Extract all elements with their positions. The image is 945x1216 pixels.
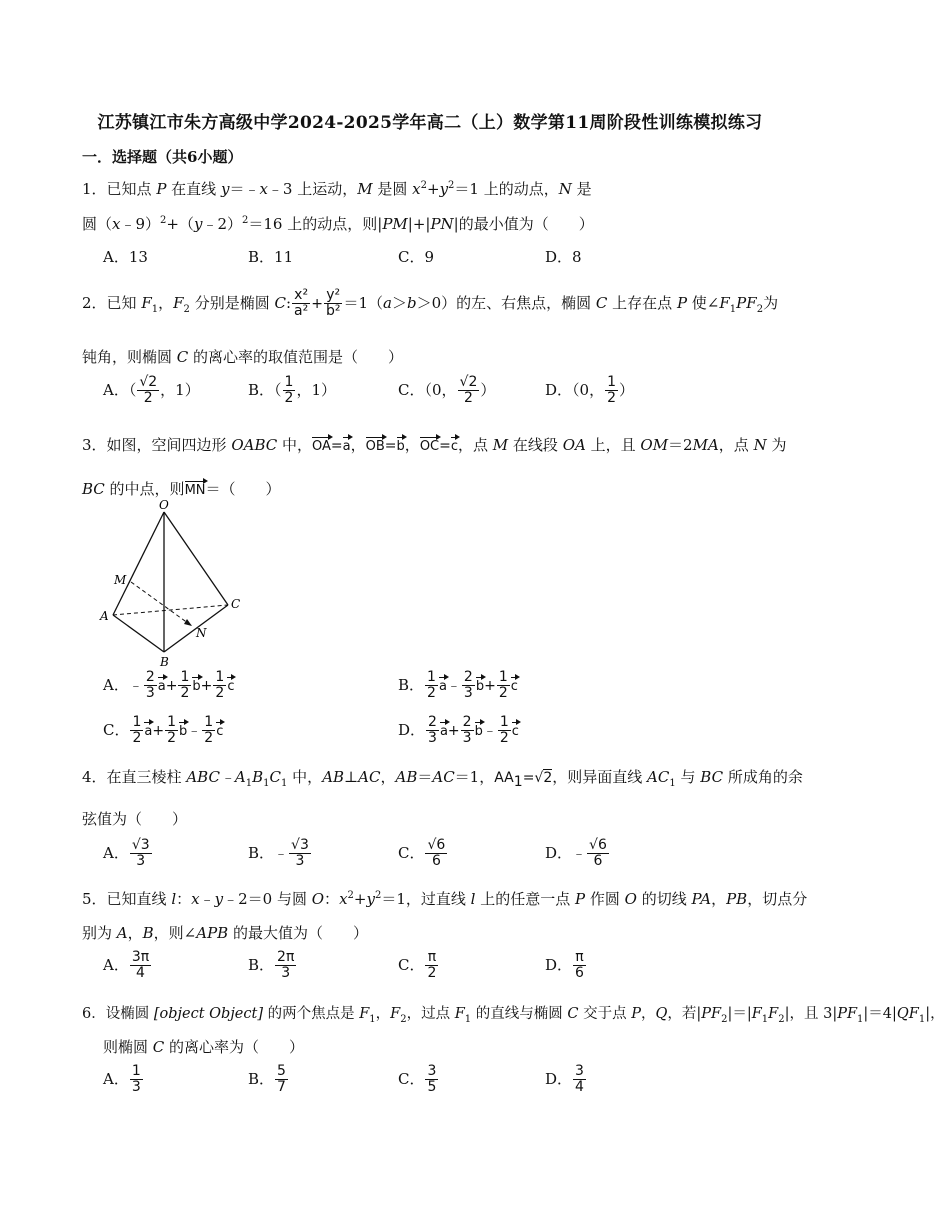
label-n: N [196,626,207,640]
q2-line2: 钝角，则椭圆 C 的离心率的取值范围是（ ） [82,348,404,366]
q1-line2: 圆（x﹣9）$^2$+（y﹣2）$^2$＝16 上的动点，则|PM|+|PN|的最小值为（ ） [82,215,594,233]
edge-oc [164,512,228,605]
edge-ac-hidden [113,605,228,615]
q5-line1: 5．已知直线 l：x﹣y﹣2＝0 与圆 O：$x^2+y^2=1$，过直线 l 上的任意一点 P 作圆 O 的切线 PA，PB，切点分 [82,890,808,908]
edge-oa [113,512,164,615]
q6-line2: 则椭圆 C 的离心率为（ ） [103,1038,305,1056]
mn-arrowhead [184,619,192,626]
label-m: M [114,573,127,587]
q3-option-a[interactable]: A．﹣ $\frac{2}{3}$ a+ $\frac{1}{2}$ b+ $\frac{1}{2}$ c [103,669,235,702]
q1-option-b[interactable]: B．11 [248,248,294,266]
q6-option-a[interactable]: A． $\frac{1}{3}$ [103,1063,141,1096]
q4-option-a[interactable]: A． $\frac{√3}{3}$ [103,837,150,870]
q2-option-a[interactable]: A．（ $\frac{√2}{2}$ ，1） [103,374,200,407]
q3-line1: 3．如图，空间四边形 OABC 中，OA=a，OB=b，OC=c，点 M 在线段 OA 上，且 OM＝2MA，点 N 为 [82,436,787,454]
label-c: C [231,597,241,611]
q2-option-d[interactable]: D．（0， $\frac{1}{2}$ ） [545,374,635,407]
q5-line2: 别为 A，B，则∠APB 的最大值为（ ） [82,924,368,942]
q6-option-d[interactable]: D． $\frac{3}{4}$ [545,1063,584,1096]
q6-line1: 6．设椭圆 [object Object] 的两个焦点是 $F_1$，$F_2$，过点 $F_1$ 的直线与椭圆 C 交于点 P，Q，若$|PF_2|=|F_1F_2|$，且 $3|PF_1|=4|QF_1|$， [82,1006,945,1025]
q3-option-b[interactable]: B． $\frac{1}{2}$ a﹣ $\frac{2}{3}$ b+ $\frac{1}{2}$ c [398,669,518,702]
q5-option-b[interactable]: B． $\frac{2\pi}{3}$ [248,949,295,982]
q5-option-d[interactable]: D． $\frac{\pi}{6}$ [545,949,584,982]
q4-option-d[interactable]: D．﹣ $\frac{√6}{6}$ [545,837,607,870]
q2-line1: 2．已知 $F_1$，$F_2$ 分别是椭圆 C: $\frac{\text{x²}}{\text{a²}}$ + $\frac{\text{y²}}{\text{b²}}$ ＝1（a＞b＞0）的左、右焦点，椭圆 C 上存在点 P 使$\angle F_1PF_2$为 [82,287,779,320]
q4-line2: 弦值为（ ） [82,810,188,828]
label-a: A [100,609,109,623]
section-heading: 一．选择题（共6小题） [82,148,243,166]
q6-option-c[interactable]: C． $\frac{3}{5}$ [398,1063,437,1096]
q4-option-c[interactable]: C． $\frac{√6}{6}$ [398,837,446,870]
q5-option-c[interactable]: C． $\frac{\pi}{2}$ [398,949,437,982]
page-title: 江苏镇江市朱方高级中学2024-2025学年高二（上）数学第11周阶段性训练模拟练习 [97,113,763,133]
tetrahedron-figure [96,500,266,670]
q6-option-b[interactable]: B． $\frac{5}{7}$ [248,1063,286,1096]
label-b: B [160,655,169,669]
q2-option-b[interactable]: B．（ $\frac{1}{2}$ ，1） [248,374,336,407]
q1-option-c[interactable]: C．9 [398,248,435,266]
ellipse-x-fraction: $\frac{\text{x²}}{\text{a²}}$ [294,287,309,320]
q4-option-b[interactable]: B．﹣ $\frac{√3}{3}$ [248,837,309,870]
label-o: O [159,498,169,512]
q1-option-a[interactable]: A．13 [103,248,148,266]
segment-mn [131,582,192,626]
q1-option-d[interactable]: D．8 [545,248,582,266]
q2-option-c[interactable]: C．（0， $\frac{√2}{2}$ ） [398,374,496,407]
edge-ab [113,615,164,652]
ellipse-y-fraction: $\frac{\text{y²}}{\text{b²}}$ [325,287,341,320]
q3-option-d[interactable]: D． $\frac{2}{3}$ a+ $\frac{2}{3}$ b﹣ $\frac{1}{2}$ c [398,714,519,747]
q1-line1: 1．已知点 P 在直线 y＝﹣x﹣3 上运动，M 是圆 $x^2+y^2=1$ 上的动点，N 是 [82,180,592,198]
q4-line1: 4．在直三棱柱 $ABC﹣A_1B_1C_1$ 中，AB⊥AC，AB＝AC＝1，$AA_1=√2$，则异面直线 $AC_1$ 与 BC 所成角的余 [82,768,803,790]
q3-line2: BC 的中点，则MN＝（ ） [82,480,281,498]
q5-option-a[interactable]: A． $\frac{3\pi}{4}$ [103,949,150,982]
q3-option-c[interactable]: C． $\frac{1}{2}$ a+ $\frac{1}{2}$ b﹣ $\frac{1}{2}$ c [103,714,224,747]
